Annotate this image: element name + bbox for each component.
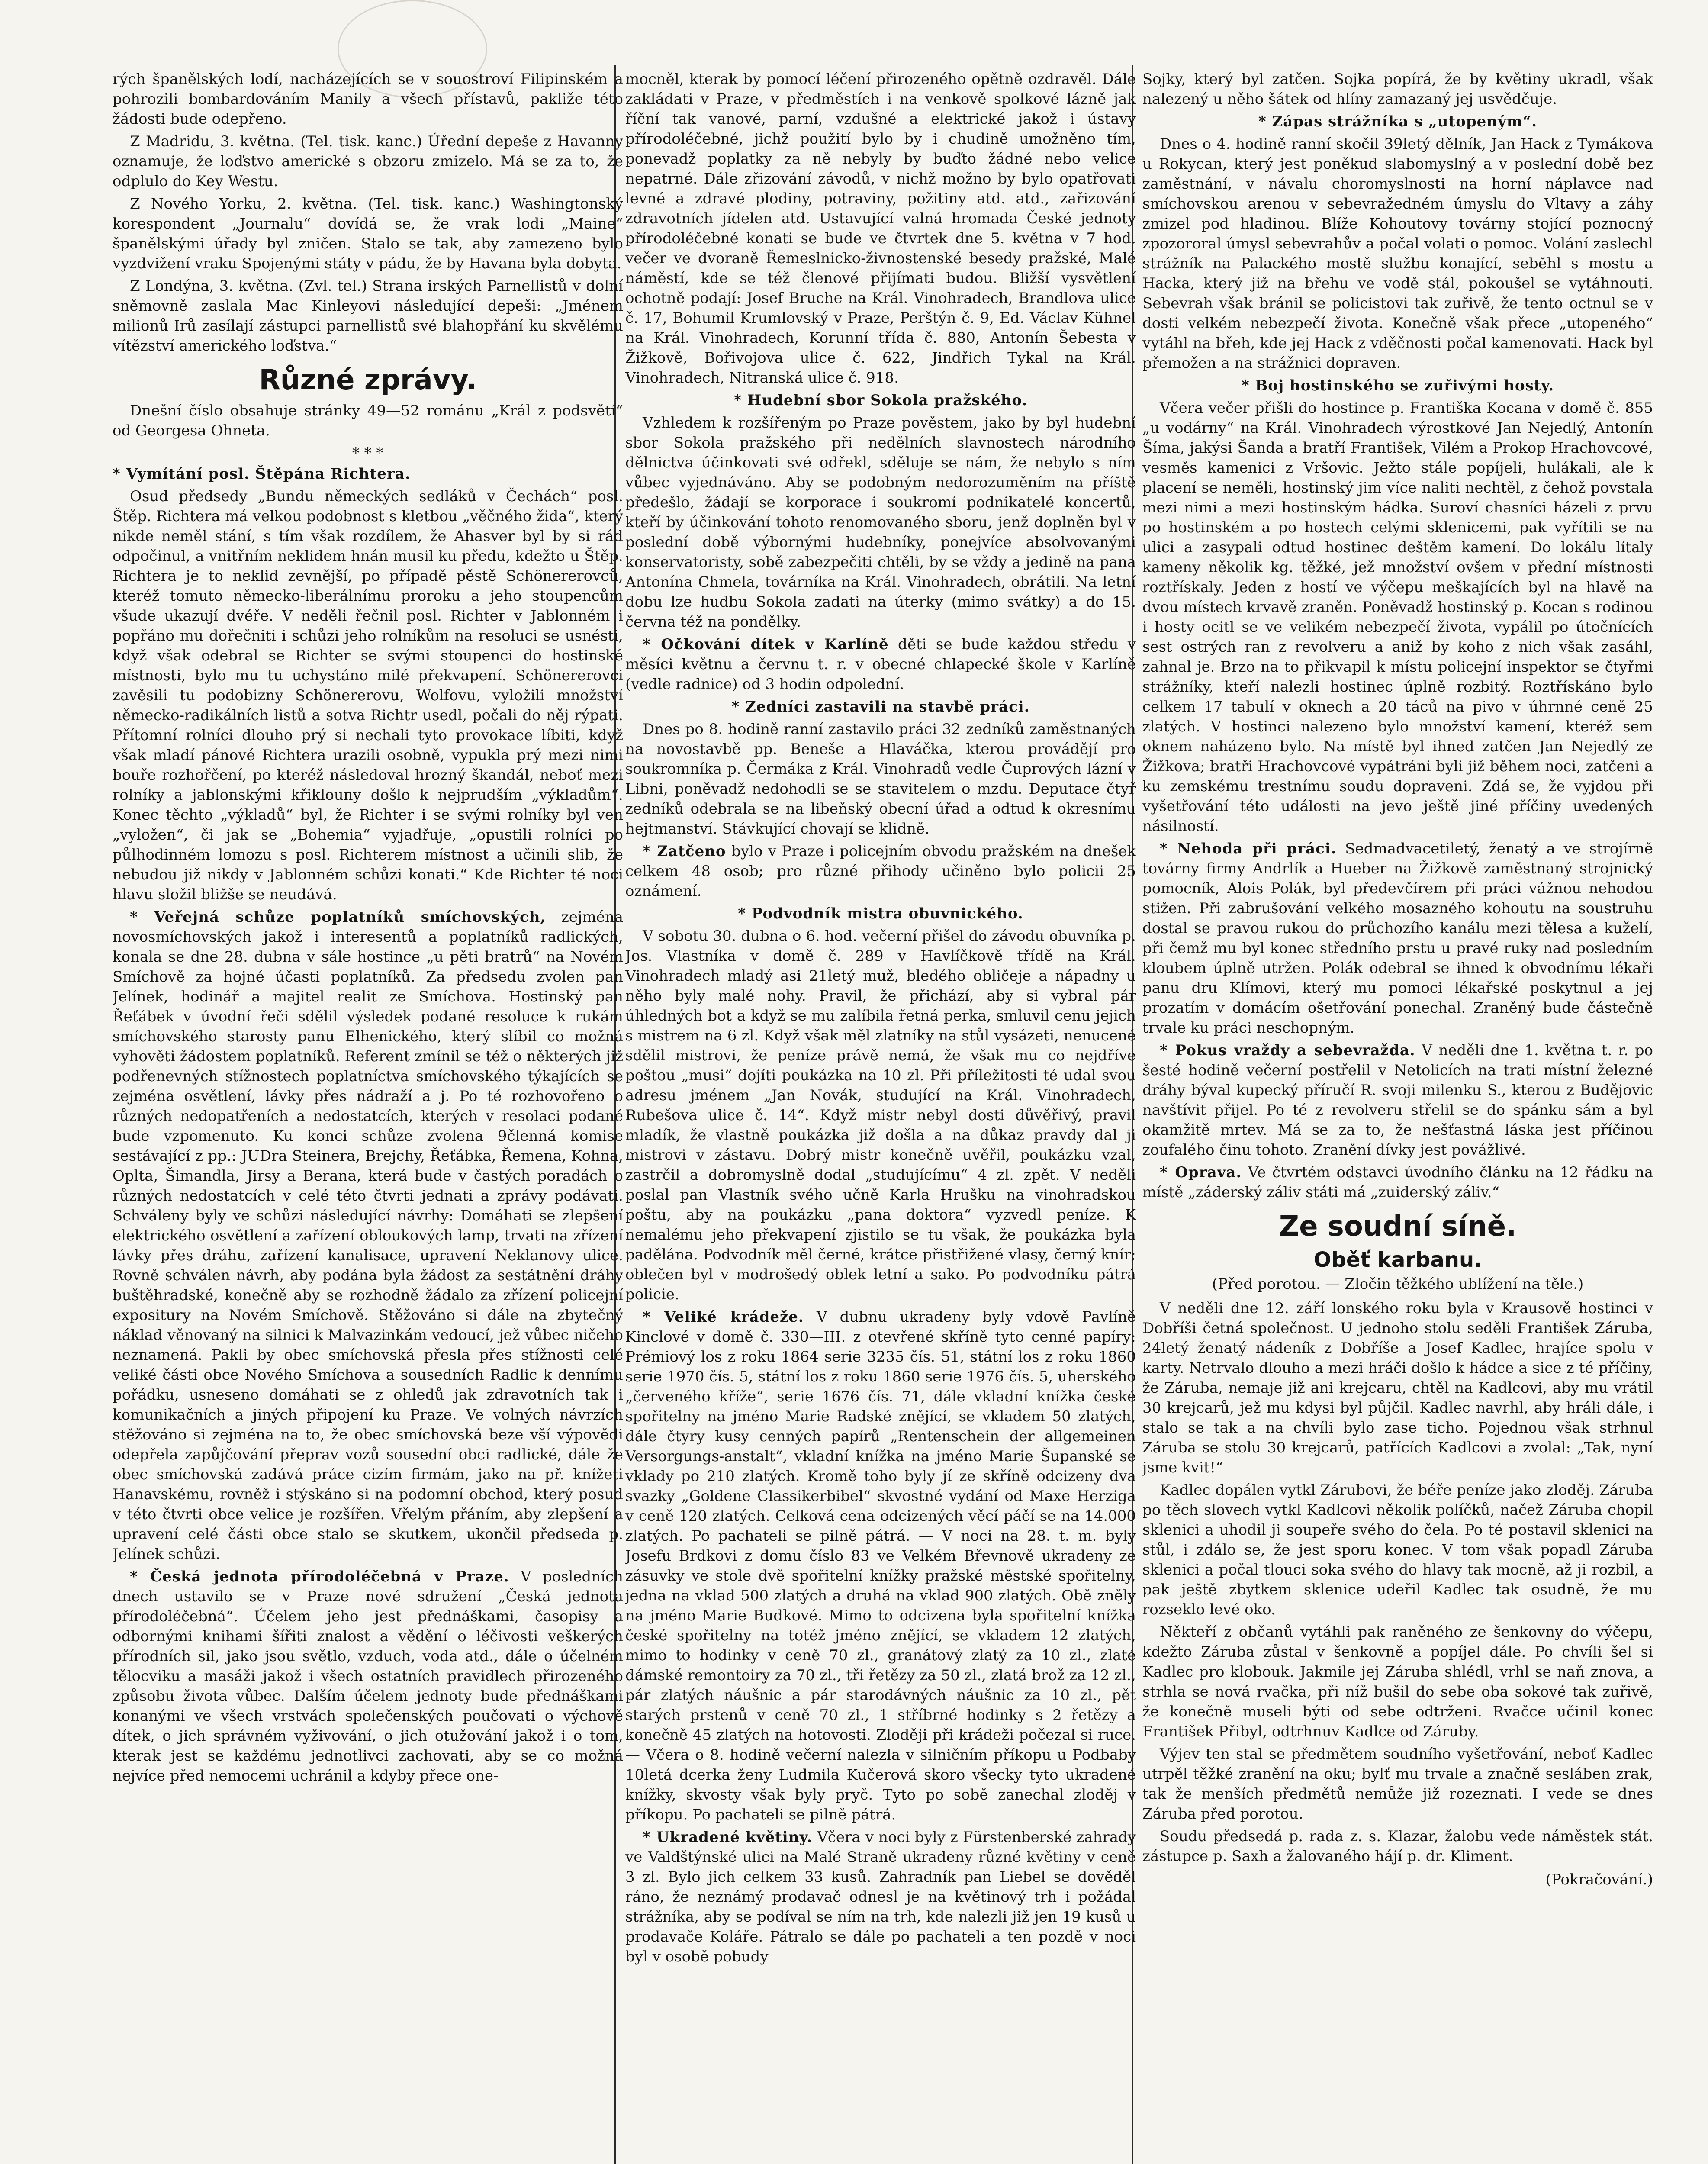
article-heading: * Pokus vraždy a sebevražda. bbox=[1160, 1042, 1415, 1059]
paragraph: Osud předsedy „Bundu německých sedláků v Čechách“ posl. Štěp. Richtera má velkou podobnost s kletbou „věčného žida“, který nikde neměl stání, s tím však rozdílem, že Ahasver byl by si rád odpočinul, a vnitřním neklidem hnán musil ku předu, kdežto u Štěp. Richtera je to neklid zevnější, po případě pěstě Schönererovců, kteréž tomuto německo-liberálnímu proroku a jeho stoupencům všude ukazují dvéře. V neděli řečnil posl. Richter v Jablonném i popřáno mu dořečniti i schůzi jeho rolníkům na resoluci se usnésti, když však odebral se Richter se svými stoupenci do hostinské místnosti, bylo mu tu uchystáno milé překvapení. Schönererovci zavěsili tu podobizny Schönererovu, Wolfovu, vyložili množství německo-radikálních listů a sotva Richtr usedl, počali do něj rýpati. Přítomní rolníci dlouho prý si nechali tyto provokace líbiti, když však mladí pánové Richtera urazili osobně, vypukla prý mezi nimi bouře rozhořčení, po kteréž následoval hrozný škandál, neboť mezi rolníky a jablonskými křiklouny došlo k nejprudším „výkladům“. Konec těchto „výkladů“ byl, že Richter i se svými rolníky byl ven „vyložen“, či jak se „Bohemia“ vyjadřuje, „opustili rolníci po půlhodinném lomozu s posl. Richterem místnost a učinili slib, že nebudou již nikdy v Jablonném schůzi konati.“ Kde Richter té noci hlavu složil bližše se neudává. bbox=[113, 488, 623, 903]
paragraph: rých španělských lodí, nacházejících se v souostroví Filipinském a pohrozili bombardováním Manily a všech přístavů, pakliže této žádosti bude odepřeno. bbox=[113, 71, 623, 128]
paragraph: V neděli dne 12. září lonského roku byla v Krausově hostinci v Dobříši četná společnost. U jednoho stolu seděli František Záruba, 24letý ženatý nádeník z Dobříše a Josef Kadlec, hrajíce spolu v karty. Netrvalo dlouho a mezi hráči došlo k hádce a sice z té příčiny, že Záruba, nemaje již ani krejcaru, chtěl na Kadlcovi, aby mu vrátil 30 krejcarů, jež mu kdysi byl půjčil. Kadlec navrhl, aby hráli dále, i stalo se tak a na chvíli bylo zase ticho. Pojednou však strhnul Záruba se stolu 30 krejcarů, patřících Kadlcovi a zvolal: „Tak, nyní jsme kvit!“ bbox=[1142, 1300, 1653, 1476]
column-1 bbox=[113, 69, 623, 2164]
paragraph: děti se bude každou středu v měsíci květnu a červnu t. r. v obecné chlapecké škole v Karlíně (vedle radnice) od 3 hodin odpolední. bbox=[625, 636, 1136, 693]
article-heading: * Veřejná schůze poplatníků smíchovských, bbox=[130, 908, 546, 926]
paragraph: Vzhledem k rozšířeným po Praze pověstem, jako by byl hudební sbor Sokola pražského při nedělních slavnostech národního dělnictva účinkovati své odřekl, sděluje se nám, že nebylo s ním vůbec vyjednáváno. Aby se podobným nedorozuměním na příště předešlo, žádají se korporace i soukromí podnikatelé koncertů, kteří by účinkování tohoto renomovaného sboru, jenž doplněn byl v poslední době výbornými hudebníky, ponejvíce absolvovanými konservatoristy, sobě zabezpečiti chtěli, by se vždy a jedině na pana Antonína Chmela, továrníka na Král. Vinohradech, obrátili. Na letní dobu lze hudbu Sokola zadati na úterky (mimo svátky) a do 15. června též na pondělky. bbox=[625, 414, 1136, 631]
paragraph: zejména novosmíchovských jakož i interesentů a poplatníků radlických, konala se dne 28. dubna v sále hostince „u pěti bratrů“ na Novém Smíchově za hojné účasti poplatníků. Za předsedu zvolen pan Jelínek, hodinář a majitel realit ze Smíchova. Hostinský pan Řeťábek v úvodní řeči sdělil výsledek podané resoluce k rukám smíchovského starosty panu Elhenického, který slíbil co možná vyhověti žádostem poplatníků. Referent zmínil se též o některých již podřenevných stížnostech poplatníctva smíchovského týkajících se zejména osvětlení, lávky přes nádraží a j. Po té rozhovořeno o různých nedopatřeních a nedostatcích, kterých v resolaci podané bude vzpomenuto. Ku konci schůze zvolena 9členná komise sestávající z pp.: JUDra Steinera, Brejchy, Řeťábka, Řemena, Kohna, Oplta, Šimandla, Jirsy a Berana, která bude v častých poradách o různých nedostatcích v celé této čtvrti jednati a zprávy podávati. Schváleny byly ve schůzi následující návrhy: Domáhati se zlepšení elektrického osvětlení a zařízení obloukových lamp, trvati na zřízení lávky přes dráhu, zařízení kanalisace, upravení Neklanovy ulice. Rovně schválen návrh, aby podána byla žádost za sestátnění dráhy buštěhradské, konečně aby se rozhodně žádalo za zřízení policejní expositury na Novém Smíchově. Stěžováno si dále na zbytečný náklad věnovaný na silnici k Malvazinkám vedoucí, jež vůbec ničeho neznamená. Pakli by obec smíchovská přesla přes stížnosti celé veliké části obce Nového Smíchova a sousedních Radlic k dennímu pořádku, usneseno domáhati se z ohledů jak zdravotních tak i komunikačních a jiných připojení ku Praze. Ve volných návrzích stěžováno si zejména na to, že obec smíchovská beze vší výpovědi odepřela zapůjčování přeprav vozů sousední obci radlické, dále že obec smíchovská zadává práce cizím firmám, jako na př. knížeti Hanavskému, rovněž i stýskáno si na podomní obchod, který posud v této čtvrti obce velice je rozšířen. Vřelým přáním, aby zlepšení a upravení celé části obce stalo se skutkem, ukončil předseda p. Jelínek schůzi. bbox=[113, 908, 623, 1563]
article-heading: * Zatčeno bbox=[643, 843, 726, 860]
paragraph: Z Londýna, 3. května. (Zvl. tel.) Strana irských Parnellistů v dolní sněmovně zaslala Mac Kinleyovi následující depeši: „Jménem milionů Irů zasílají zástupci parnellistů své blahopřání ku skvělému vítězství amerického loďstva.“ bbox=[113, 277, 623, 354]
paragraph: Z Madridu, 3. května. (Tel. tisk. kanc.) Úřední depeše z Havanny oznamuje, že loďstvo americké s obzoru zmizelo. Má se za to, že odplulo do Key Westu. bbox=[113, 133, 623, 190]
article-heading: * Podvodník mistra obuvnického. bbox=[738, 905, 1023, 922]
article-heading: * Vymítání posl. Štěpána Richtera. bbox=[113, 465, 411, 483]
article-heading: * Očkování dítek v Karlíně bbox=[643, 636, 889, 653]
article-heading: * Zápas strážníka s „utopeným“. bbox=[1258, 113, 1538, 130]
section-title: Různé zprávy. bbox=[259, 364, 477, 396]
paragraph: Dnes o 4. hodině ranní skočil 39letý dělník, Jan Hack z Tymákova u Rokycan, který jest poněkud slabomyslný a v poslední době bez zaměstnání, v návalu choromyslnosti na horní náplavce nad smíchovskou arenou v sebevražedném úmyslu do Vltavy a záhy zmizel pod hladinou. Blíže Kohoutovy továrny stojící poznocný zpozororal úmysl sebevrahův a počal volati o pomoc. Volání zaslechl strážník na Palackého mostě službu konající, seběhl s mostu a Hacka, který již na břehu ve vodě stál, pokoušel se vytáhnouti. Sebevrah však bránil se policistovi tak zuřivě, že tento octnul se v dosti velkém nebezpečí života. Konečně však přece „utopeného“ vytáhl na břeh, kde jej Hack z vděčnosti počal kamenovati. Hack byl přemožen a na strážnici dopraven. bbox=[1142, 135, 1653, 372]
article-heading: * Oprava. bbox=[1160, 1164, 1242, 1181]
article-subnote: (Před porotou. — Zločin těžkého ublížení na těle.) bbox=[1212, 1275, 1584, 1293]
continued-note: (Pokračování.) bbox=[1545, 1871, 1653, 1888]
paragraph: Někteří z občanů vytáhli pak raněného ze šenkovny do výčepu, kdežto Záruba zůstal v šenkovně a popíjel dále. Po chvíli šel si Kadlec pro klobouk. Jakmile jej Záruba shlédl, vrhl se naň znova, a strhla se nová rvačka, při níž bušil do sebe oba sokové tak zuřivě, že konečně museli býti od sebe odtrženi. Rvačce učinil konec František Přibyl, odtrhnuv Kadlce od Záruby. bbox=[1142, 1623, 1653, 1740]
separator-stars: * * * bbox=[352, 444, 384, 462]
article-title: Oběť karbanu. bbox=[1313, 1248, 1482, 1272]
paragraph: V sobotu 30. dubna o 6. hod. večerní přišel do závodu obuvníka p. Jos. Vlastníka v domě č. 289 v Havlíčkově třídě na Král. Vinohradech mladý asi 21letý muž, bledého obličeje a nápadny u něho byly malé nohy. Pravil, že přichází, aby si vybral pár úhledných bot a když se mu zalíbila řetná perka, smluvil cenu jejich s mistrem na 6 zl. Když však měl zlatníky na stůl vysázeti, nenucené sdělil mistrovi, že peníze právě nemá, že však mu co nejdříve poštou „musi“ dojíti poukázka na 10 zl. Při příležitosti té udal svou adresu jménem „Jan Novák, studující na Král. Vinohradech, Rubešova ulice č. 14“. Když mistr nebyl dosti důvěřivý, pravil mladík, že vlastně poukázka již došla a na důkaz pravdy dal ji mistrovi v zástavu. Dobrý mistr konečně uvěřil, poukázku vzal, zastrčil a dobromyslně dodal „studujícímu“ 4 zl. zpět. V neděli poslal pan Vlastník svého učně Karla Hrušku na vinohradskou poštu, aby na poukázku „pana doktora“ vyzvedl peníze. K nemalému jeho překvapení zjistilo se tu však, že poukázka byla padělána. Podvodník měl černé, krátce přistřižené vlasy, černý knír; oblečen byl v modrošedý oblek letní a sako. Po podvodníku pátrá policie. bbox=[625, 927, 1136, 1303]
paragraph: Ve čtvrtém odstavci úvodního článku na 12 řádku na místě „záderský záliv státi má „zuiderský záliv.“ bbox=[1142, 1164, 1653, 1201]
paragraph: mocněl, kterak by pomocí léčení přirozeného opětně ozdravěl. Dále zakládati v Praze, v předměstích i na venkově spolkové lázně jak říční tak vanové, parní, vzdušné a elektrické jakož i ústavy přírodoléčebné, jichž použití bylo by i chudině umožněno tím, ponevadž poplatky za ně nebyly by buďto žádné nebo velice nepatrné. Dále zřizování závodů, v nichž možno by bylo opatřovati levné a zdravé plodiny, potraviny, požitiny atd. atd., zařizování zdravotních jídelen atd. Ustavující valná hromada České jednoty přírodoléčebné konati se bude ve čtvrtek dne 5. května v 7 hod. večer ve dvoraně Řemeslnicko-živnostenské besedy pražské, Malé náměstí, kde se též členové přijímati budou. Bližší vysvětlení ochotně podají: Josef Bruche na Král. Vinohradech, Brandlova ulice č. 17, Bohumil Krumlovský v Praze, Perštýn č. 9, Ed. Václav Kühnel na Král. Vinohradech, Korunní třída č. 880, Antonín Šebesta v Žižkově, Bořivojova ulice č. 622, Jindřich Tykal na Král. Vinohradech, Nitranská ulice č. 918. bbox=[625, 71, 1136, 386]
article-heading: * Hudební sbor Sokola pražského. bbox=[733, 392, 1028, 409]
paragraph: V dubnu ukradeny byly vdově Pavlíně Kinclové v domě č. 330—III. z otevřené skříně tyto cenné papíry: Prémiový los z roku 1864 serie 3235 čís. 51, státní los z roku 1860 serie 1970 čís. 5, státní los z roku 1860 serie 1976 čís. 5, uherského „červeného kříže“, serie 1676 čís. 71, dále vkladní knížka české spořitelny na jméno Marie Radské znějící, se vkladem 50 zlatých, dále čtyry kusy cenných papírů „Rentenschein der allgemeinen Versorgungs-anstalt“, vkladní knížka na jméno Marie Šupanské se vklady po 210 zlatých. Kromě toho byly jí ze skříně odcizeny dva svazky „Goldene Classikerbibel“ skvostné vydání od Maxe Herziga v ceně 120 zlatých. Celková cena odcizených věcí páčí se na 14.000 zlatých. Po pachateli se pilně pátrá. — V noci na 28. t. m. byly Josefu Brdkovi z domu číslo 83 ve Velkém Břevnově ukradeny ze zásuvky ve stole dvě spořitelní knížky pražské městské spořitelny, jedna na vklad 500 zlatých a druhá na vklad 900 zlatých. Obě zněly na jméno Marie Budkové. Mimo to odcizena byla spořitelní knížka české spořitelny na totéž jméno znějící, se vkladem 12 zlatých, mimo to hodinky v ceně 70 zl., granátový zlatý za 10 zl., zlaté dámské remontoiry za 70 zl., tři řetězy za 50 zl., zlatá brož za 12 zl., pár zlatých náušnic a pár starodávných náušnic za 10 zl., pět starých prstenů v ceně 70 zl., 1 stříbrné hodinky s 2 řetězy a konečně 45 zlatých na hotovosti. Zloději při krádeži počezal si ruce. — Včera o 8. hodině večerní nalezla v silničním příkopu u Podbaby 10letá dcerka ženy Ludmila Kučerová skoro všecky tyto ukradené knížky, skvosty však byly pryč. Tyto po sobě zanechal zloděj v příkopu. Po pachateli se pilně pátrá. bbox=[625, 1308, 1136, 1823]
paragraph: Z Nového Yorku, 2. května. (Tel. tisk. kanc.) Washingtonský korespondent „Journalu“ dovídá se, že vrak lodi „Maine“ španělskými úřady byl zničen. Stalo se tak, aby zamezeno bylo vyzdvižení vraku Spojenými státy v pádu, že by Havana byla dobyta. bbox=[113, 195, 623, 272]
paragraph: Sojky, který byl zatčen. Sojka popírá, že by květiny ukradl, však nalezený u něho šátek od hlíny zamazaný jej usvědčuje. bbox=[1142, 71, 1653, 108]
paragraph: Včera večer přišli do hostince p. Františka Kocana v domě č. 855 „u vodárny“ na Král. Vinohradech výrostkové Jan Nejedlý, Antonín Šíma, jakýsi Šanda a bratří František, Vilém a Prokop Hrachovcové, vesměs kamenici z Vršovic. Ježto stále popíjeli, hulákali, ale k placení se neměli, hostinský jim více naliti nechtěl, z čehož povstala mezi nimi a mezi hostinským hádka. Suroví chasníci házeli z prvu po hostinském a po hostech celými sklenicemi, pak vyřítili se na ulici a zasypali odtud hostinec deštěm kamení. Do lokálu lítaly kameny několik kg. těžké, jež množství ovšem v přední místnosti roztřískaly. Jeden z hostí ve výčepu meškajících byl na hlavě na dvou místech krvavě zraněn. Poněvadž hostinský p. Kocan s rodinou i hosty ocitl se ve velikém nebezpečí života, vypálil po útočnících sest ostrých ran z revolveru a aniž by koho z nich však zasáhl, zahnal je. Brzo na to přikvapil k místu policejní inspektor se čtyřmi strážníky, kteří nalezli hostinec úplně rozbitý. Roztřískáno bylo celkem 17 tabulí v oknech a 20 táců na pivo v úhrnné ceně 25 zlatých. V hostinci nalezeno bylo množství kamení, kteréž sem oknem naházeno bylo. Na místě byl ihned zatčen Jan Nejedlý ze Žižkova; bratři Hrachovcové vypátráni byli již během noci, zatčeni a ku zemskému trestnímu soudu dopraveni. Zdá se, že vyjdou při vyšetřování této události na jevo ještě jiné příčiny uvedených násilností. bbox=[1142, 399, 1653, 835]
paragraph: Sedmadvacetiletý, ženatý a ve strojírně továrny firmy Andrlík a Hueber na Žižkově zaměstnaný strojnický pomocník, Alois Polák, byl předevčírem při práci vážnou nehodou stižen. Při zabrušování velkého mosazného kohoutu na soustruhu dostal se pravou rukou do průchozího kanálu mezi tělesa a kuželí, při čemž mu byl konec středního prstu u pravé ruky nad posledním kloubem úplně utržen. Polák odebral se ihned k obvodnímu lékaři panu dru Klímovi, který mu pomoci lékařské poskytnul a jej prozatím v domácím ošetřování ponechal. Zraněný bude částečně trvale ku práci neschopným. bbox=[1142, 840, 1653, 1037]
paragraph: Výjev ten stal se předmětem soudního vyšetřování, neboť Kadlec utrpěl těžké zranění na oku; bylť mu trvale a značně sesláben zrak, tak že menších předmětů nemůže již rozeznati. I vede se dnes Záruba před porotou. bbox=[1142, 1745, 1653, 1823]
section-title: Ze soudní síně. bbox=[1279, 1211, 1517, 1243]
paragraph: Dnes po 8. hodině ranní zastavilo práci 32 zedníků zaměstnaných na novostavbě pp. Beneše a Hlaváčka, kterou provádějí pro soukromníka p. Čermáka z Král. Vinohradů vedle Čuprových lázní v Libni, poněvadž nedohodli se se stavitelem o mzdu. Deputace čtyř zedníků odebrala se na libeňský obecní úřad a odtud k okresnímu hejtmanství. Stávkující chovají se klidně. bbox=[625, 721, 1136, 837]
article-heading: * Ukradené květiny. bbox=[643, 1829, 813, 1846]
paragraph: Soudu předsedá p. rada z. s. Klazar, žalobu vede náměstek stát. zástupce p. Saxh a žalovaného hájí p. dr. Kliment. bbox=[1142, 1828, 1653, 1865]
article-heading: * Česká jednota přírodoléčebná v Praze. bbox=[130, 1568, 509, 1585]
column-3 bbox=[1142, 69, 1653, 2164]
article-heading: * Nehoda při práci. bbox=[1160, 840, 1337, 857]
column-2 bbox=[625, 69, 1136, 2164]
intro-paragraph: Dnešní číslo obsahuje stránky 49—52 románu „Král z podsvětí“ od Georgesa Ohneta. bbox=[113, 402, 623, 439]
paragraph: V neděli dne 1. května t. r. po šesté hodině večerní postřelil v Netolicích na trati místní železné dráhy býval kupecký příručí R. svoji milenku S., kterou z Budějovic navštívit přijel. Po té z revolveru střelil se do spánku sám a byl okamžitě mrtev. Má se za to, že nešťastná láska jest příčinou zoufalého činu tohoto. Zranění dívky jest povážlivé. bbox=[1142, 1042, 1653, 1159]
paragraph: V posledních dnech ustavilo se v Praze nové sdružení „Česká jednota přírodoléčebná“. Účelem jeho jest přednáškami, časopisy a odbornými knihami šířiti znalost a vědění o léčivosti veškerých přírodních sil, jako jsou světlo, vzduch, voda atd., dále o účelném tělocviku a masáži jakož i všech ostatních pravidlech přirozeného způsobu života vůbec. Dalším účelem jednoty bude přednáškami konanými ve všech vrstvách společenských poučovati o výchově dítek, o jich správném vyživování, o jich otužování jakož i o tom, kterak jest se každému jednotlivci zachovati, aby se co možná nejvíce před nemocemi uchránil a kdyby přece one- bbox=[113, 1568, 623, 1784]
paragraph: Kadlec dopálen vytkl Zárubovi, že béře peníze jako zloděj. Záruba po těch slovech vytkl Kadlcovi několik políčků, načež Záruba chopil sklenici a uhodil ji soupeře svého do čela. Po té postavil sklenici na stůl, i zdálo se, že jest sporu konec. V tom však popadl Záruba sklenici a počal tlouci soka svého do hlavy tak mocně, až ji rozbil, a pak ještě zbytkem sklenice udeřil Kadlec tak osudně, že mu rozseklo levé oko. bbox=[1142, 1481, 1653, 1618]
paragraph: Včera v noci byly z Fürstenberské zahrady ve Valdštýnské ulici na Malé Straně ukradeny různé květiny v ceně 3 zl. Bylo jich celkem 33 kusů. Zahradník pan Liebel se dověděl ráno, že neznámý prodavač odnesl je na květinový trh i požádal strážníka, aby se podíval se ním na trh, kde nalezli již jen 19 kusů u prodavače Koláře. Pátralo se dále po pachateli a ten pozdě v noci byl v osobě pobudy bbox=[625, 1829, 1136, 1965]
article-heading: * Veliké krádeže. bbox=[643, 1308, 804, 1326]
article-heading: * Boj hostinského se zuřivými hosty. bbox=[1241, 377, 1554, 394]
paragraph: bylo v Praze i policejním obvodu pražském na dnešek celkem 48 osob; pro různé přihody učiněno bylo policii 25 oznámení. bbox=[625, 843, 1136, 900]
article-heading: * Zedníci zastavili na stavbě práci. bbox=[731, 698, 1030, 715]
